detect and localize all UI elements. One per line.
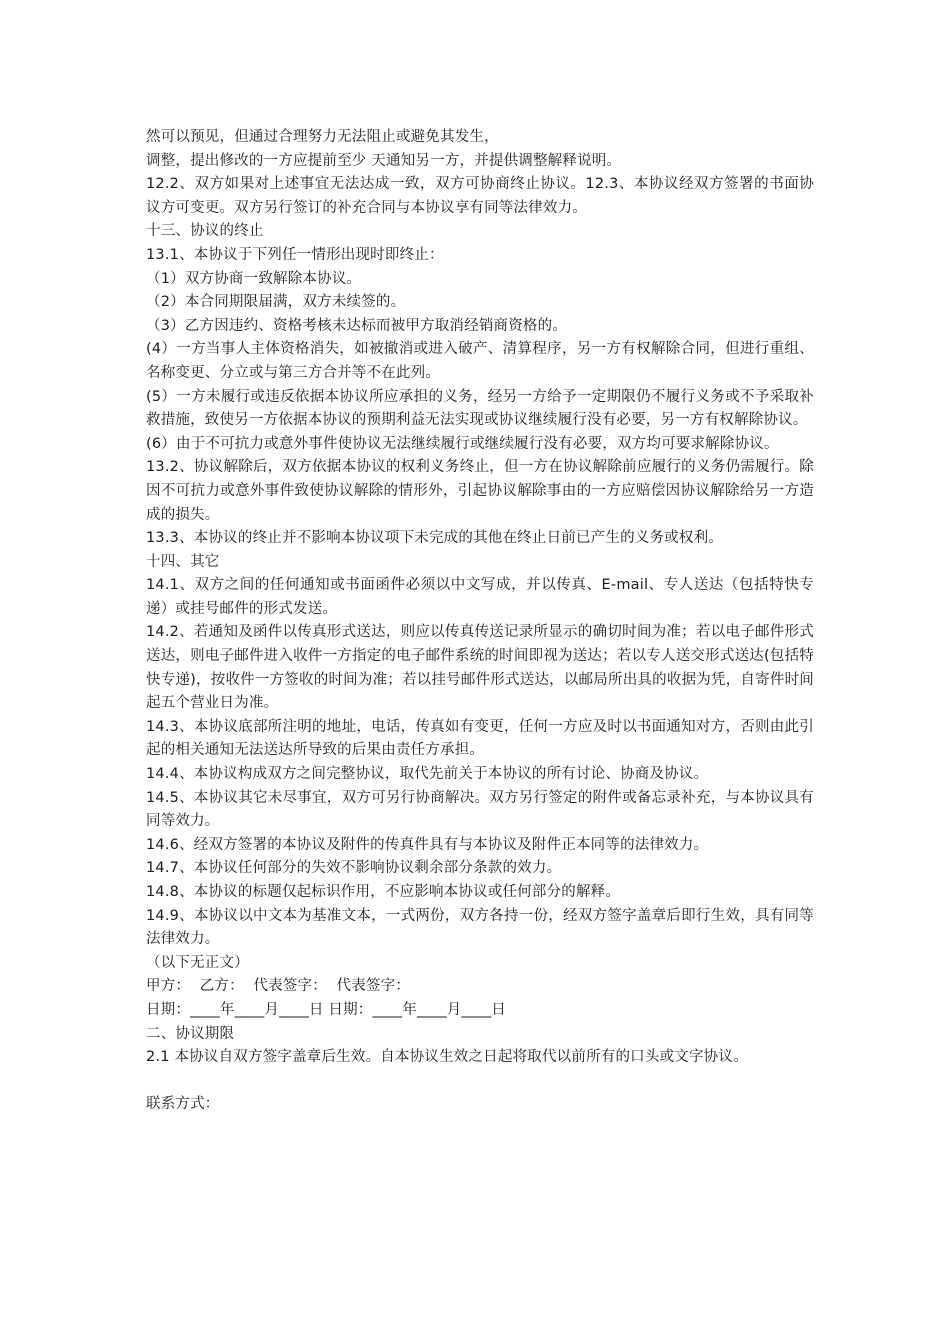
section-heading-14: 十四、其它 bbox=[146, 553, 220, 570]
clause-13-1-item-1: （1）双方协商一致解除本协议。 bbox=[146, 270, 362, 287]
signature-line: 甲方： 乙方： 代表签字： 代表签字： bbox=[146, 978, 411, 995]
document-body bbox=[146, 126, 814, 1117]
clause-14-6: 14.6、经双方签署的本协议及附件的传真件具有与本协议及附件正本同等的法律效力。 bbox=[146, 836, 709, 853]
clause-13-1-item-5: (5）一方未履行或违反依据本协议所应承担的义务，经另一方给予一定期限仍不履行义务或不予采取补救措施，致使另一方依据本协议的预期利益无法实现或协议继续履行没有必要，另一方有权解除协议。 bbox=[146, 388, 814, 429]
clause-13-3: 13.3、本协议的终止并不影响本协议项下未完成的其他在终止日前已产生的义务或权利。 bbox=[146, 530, 723, 547]
clause-14-8: 14.8、本协议的标题仅起标识作用，不应影响本协议或任何部分的解释。 bbox=[146, 884, 621, 900]
clause-13-1-item-6: (6）由于不可抗力或意外事件使协议无法继续履行或继续履行没有必要，双方均可要求解除协议。 bbox=[146, 435, 779, 452]
clause-12-2: 12.2、双方如果对上述事宜无法达成一致，双方可协商终止协议。12.3、本协议经双方签署的书面协议方可变更。双方另行签订的补充合同与本协议享有同等法律效力。 bbox=[146, 176, 814, 216]
clause-14-3: 14.3、本协议底部所注明的地址，电话，传真如有变更，任何一方应及时以书面通知对方，否则由此引起的相关通知无法送达所导致的后果由责任方承担。 bbox=[146, 718, 814, 759]
blank-line bbox=[146, 1070, 814, 1094]
no-further-text-note: （以下无正文） bbox=[146, 954, 249, 971]
clause-2-1: 2.1 本协议自双方签字盖章后生效。自本协议生效之日起将取代以前所有的口头或文字协议。 bbox=[146, 1049, 748, 1066]
clause-14-9: 14.9、本协议以中文本为基准文本，一式两份，双方各持一份，经双方签字盖章后即行生效，具有同等法律效力。 bbox=[146, 907, 814, 948]
date-line: 日期：____年____月____日 日期：____年____月____日 bbox=[146, 1001, 507, 1018]
clause-13-2: 13.2、协议解除后，双方依据本协议的权利义务终止，但一方在协议解除前应履行的义务仍需履行。除因不可抗力或意外事件致使协议解除的情形外，引起协议解除事由的一方应赔偿因协议解除给另一方造成的损失。 bbox=[146, 459, 814, 523]
section-heading-2: 二、协议期限 bbox=[146, 1025, 235, 1042]
clause-14-2: 14.2、若通知及函件以传真形式送达，则应以传真传送记录所显示的确切时间为准；若以电子邮件形式送达，则电子邮件进入收件一方指定的电子邮件系统的时间即视为送达；若以专人送交形式送达(包括特快专递)，按收件一方签收的时间为准；若以挂号邮件形式送达，以邮局所出具的收据为凭，自寄件时间起五个营业日为准。 bbox=[146, 624, 814, 712]
clause-13-1-item-2: （2）本合同期限届满，双方未续签的。 bbox=[146, 294, 406, 311]
paragraph-force-majeure-tail: 然可以预见，但通过合理努力无法阻止或避免其发生， bbox=[146, 129, 499, 145]
contact-label: 联系方式： bbox=[146, 1096, 220, 1113]
paragraph-adjustment-notice: 调整，提出修改的一方应提前至少 天通知另一方，并提供调整解释说明。 bbox=[146, 152, 622, 169]
clause-14-1: 14.1、双方之间的任何通知或书面函件必须以中文写成，并以传真、E-mail、专人送达（包括特快专递）或挂号邮件的形式发送。 bbox=[146, 577, 814, 617]
clause-14-5: 14.5、本协议其它未尽事宜，双方可另行协商解决。双方另行签定的附件或备忘录补充，与本协议具有同等效力。 bbox=[146, 789, 814, 830]
clause-13-1: 13.1、本协议于下列任一情形出现时即终止： bbox=[146, 246, 444, 263]
clause-13-1-item-4: (4）一方当事人主体资格消失，如被撤消或进入破产、清算程序，另一方有权解除合同，但进行重组、名称变更、分立或与第三方合并等不在此列。 bbox=[146, 341, 814, 381]
section-heading-13: 十三、协议的终止 bbox=[146, 223, 264, 240]
clause-14-4: 14.4、本协议构成双方之间完整协议，取代先前关于本协议的所有讨论、协商及协议。 bbox=[146, 766, 709, 783]
clause-13-1-item-3: （3）乙方因违约、资格考核未达标而被甲方取消经销商资格的。 bbox=[146, 317, 568, 334]
clause-14-7: 14.7、本协议任何部分的失效不影响协议剩余部分条款的效力。 bbox=[146, 860, 562, 877]
